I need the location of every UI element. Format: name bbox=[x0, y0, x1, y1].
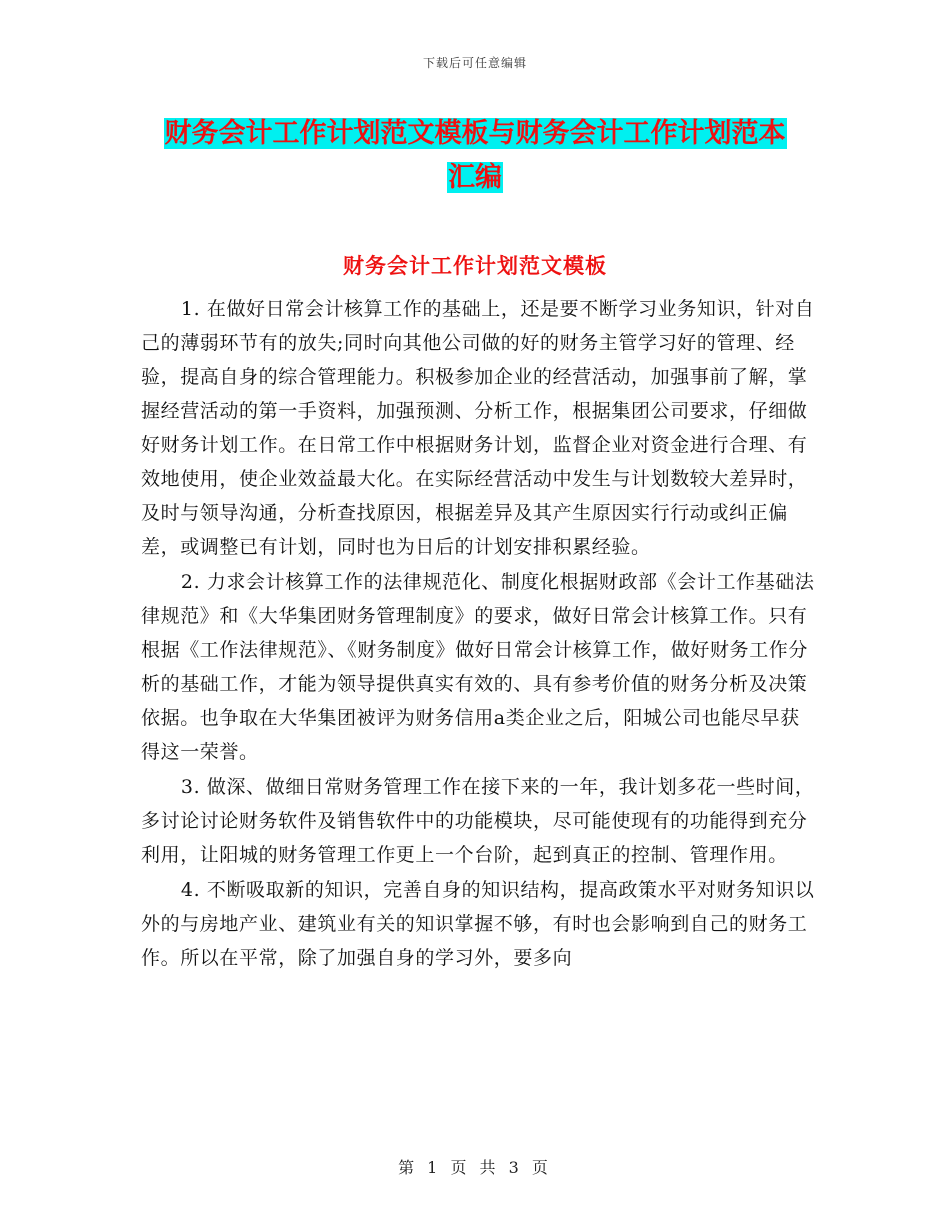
body-text bbox=[141, 292, 819, 976]
document-title bbox=[140, 112, 810, 200]
paragraph-1: 1. 在做好日常会计核算工作的基础上，还是要不断学习业务知识，针对自己的薄弱环节有的放失;同时向其他公司做的好的财务主管学习好的管理、经验，提高自身的综合管理能力。积极参加企业的经营活动，加强事前了解，掌握经营活动的第一手资料，加强预测、分析工作，根据集团公司要求，仔细做好财务计划工作。在日常工作中根据财务计划，监督企业对资金进行合理、有效地使用，使企业效益最大化。在实际经营活动中发生与计划数较大差异时，及时与领导沟通，分析查找原因，根据差异及其产生原因实行行动或纠正偏差，或调整已有计划，同时也为日后的计划安排积累经验。 bbox=[141, 298, 815, 558]
document-title-line-2: 汇编 bbox=[448, 162, 502, 193]
header-note: 下载后可任意编辑 bbox=[422, 56, 527, 70]
paragraph-2: 2. 力求会计核算工作的法律规范化、制度化根据财政部《会计工作基础法律规范》和《大华集团财务管理制度》的要求，做好日常会计核算工作。只有根据《工作法律规范》、《财务制度》做好日常会计核算工作，做好财务工作分析的基础工作，才能为领导提供真实有效的、具有参考价值的财务分析及决策依据。也争取在大华集团被评为财务信用a类企业之后，阳城公司也能尽早获得这一荣誉。 bbox=[141, 571, 815, 763]
page-number-footer: 第 1 页 共 3 页 bbox=[398, 1158, 552, 1177]
section-title: 财务会计工作计划范文模板 bbox=[343, 254, 607, 278]
paragraph-4: 4. 不断吸取新的知识，完善自身的知识结构，提高政策水平对财务知识以外的与房地产业、建筑业有关的知识掌握不够，有时也会影响到自己的财务工作。所以在平常，除了加强自身的学习外，要多向 bbox=[141, 879, 815, 969]
document-title-line-1: 财务会计工作计划范文模板与财务会计工作计划范本 bbox=[164, 118, 786, 149]
paragraph-3: 3. 做深、做细日常财务管理工作在接下来的一年，我计划多花一些时间，多讨论讨论财务软件及销售软件中的功能模块，尽可能使现有的功能得到充分利用，让阳城的财务管理工作更上一个台阶，起到真正的控制、管理作用。 bbox=[141, 776, 815, 866]
